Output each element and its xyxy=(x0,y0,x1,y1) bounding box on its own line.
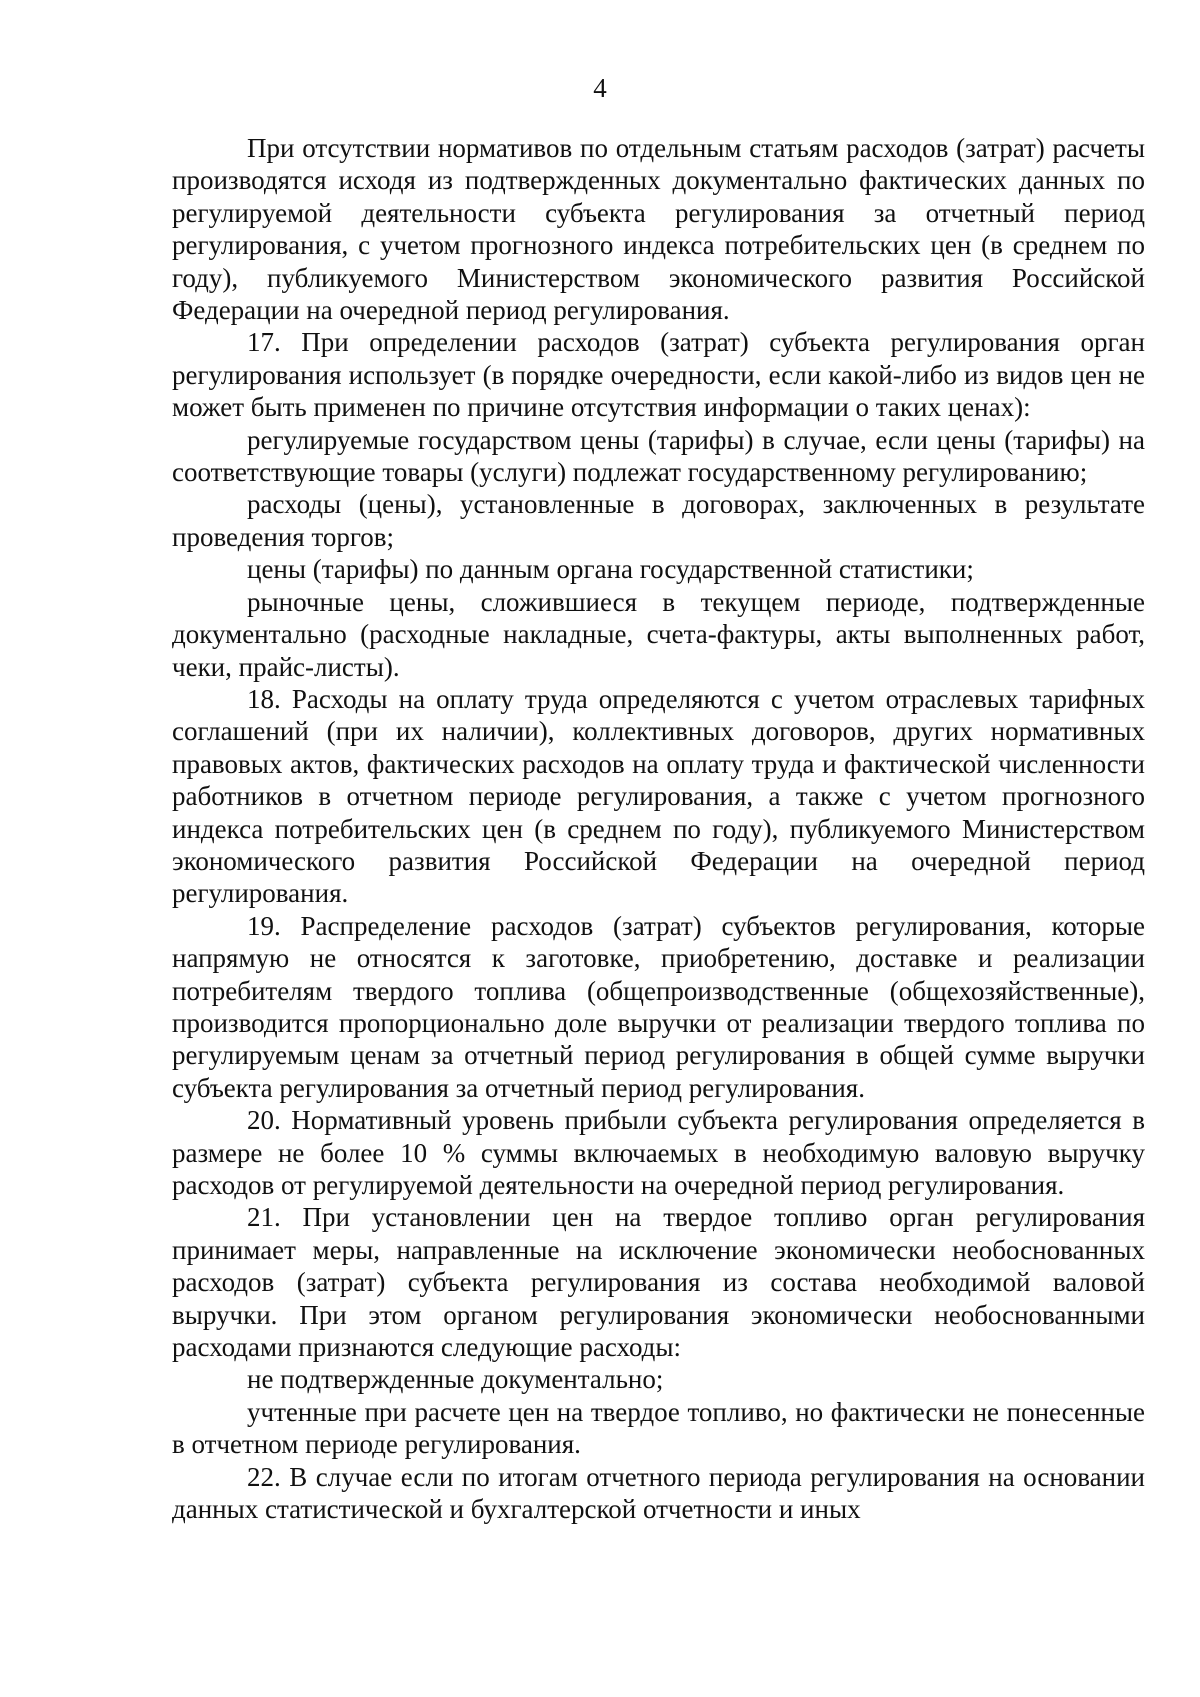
document-body xyxy=(172,132,1145,1525)
paragraph-17-item-tender-prices: расходы (цены), установленные в договорах, заключенных в результате проведения торгов; xyxy=(172,489,1145,552)
paragraph-intro-norms: При отсутствии нормативов по отдельным статьям расходов (затрат) расчеты производятся исходя из подтвержденных документально фактических данных по регулируемой деятельности субъекта регулирования за отчетный период регулирования, с учетом прогнозного индекса потребительских цен (в среднем по году), публикуемого Министерством экономического развития Российской Федерации на очередной период регулирования. xyxy=(172,133,1145,326)
paragraph-18: 18. Расходы на оплату труда определяются с учетом отраслевых тарифных соглашений (при их наличии), коллективных договоров, других нормативных правовых актов, фактических расходов на оплату труда и фактической численности работников в отчетном периоде регулирования, а также с учетом прогнозного индекса потребительских цен (в среднем по году), публикуемого Министерством экономического развития Российской Федерации на очередной период регулирования. xyxy=(172,683,1145,909)
paragraph-20: 20. Нормативный уровень прибыли субъекта регулирования определяется в размере не более 10 % суммы включаемых в необходимую валовую выручку расходов от регулируемой деятельности на очередной период регулирования. xyxy=(172,1105,1145,1200)
paragraph-22: 22. В случае если по итогам отчетного периода регулирования на основании данных статистической и бухгалтерской отчетности и иных xyxy=(172,1461,1145,1525)
page-number: 4 xyxy=(593,73,607,103)
paragraph-17-item-market-prices: рыночные цены, сложившиеся в текущем периоде, подтвержденные документально (расходные накладные, счета-фактуры, акты выполненных работ, чеки, прайс-листы). xyxy=(172,586,1145,682)
paragraph-21-item-undocumented: не подтвержденные документально; xyxy=(247,1364,664,1395)
paragraph-17-item-statistics-prices: цены (тарифы) по данным органа государственной статистики; xyxy=(247,554,974,585)
paragraph-17-item-regulated-prices: регулируемые государством цены (тарифы) в случае, если цены (тарифы) на соответствующие товары (услуги) подлежат государственному регулированию; xyxy=(172,424,1145,488)
paragraph-21-item-not-incurred: учтенные при расчете цен на твердое топливо, но фактически не понесенные в отчетном периоде регулирования. xyxy=(172,1396,1145,1460)
paragraph-19: 19. Распределение расходов (затрат) субъектов регулирования, которые напрямую не относятся к заготовке, приобретению, доставке и реализации потребителям твердого топлива (общепроизводственные (общехозяйственные), производится пропорционально доле выручки от реализации твердого топлива по регулируемым ценам за отчетный период регулирования в общей сумме выручки субъекта регулирования за отчетный период регулирования. xyxy=(172,910,1145,1103)
paragraph-21: 21. При установлении цен на твердое топливо орган регулирования принимает меры, направленные на исключение экономически необоснованных расходов (затрат) субъекта регулирования из состава необходимой валовой выручки. При этом органом регулирования экономически необоснованными расходами признаются следующие расходы: xyxy=(172,1202,1145,1363)
paragraph-17: 17. При определении расходов (затрат) субъекта регулирования орган регулирования использует (в порядке очередности, если какой-либо из видов цен не может быть применен по причине отсутствия информации о таких ценах): xyxy=(172,327,1145,423)
